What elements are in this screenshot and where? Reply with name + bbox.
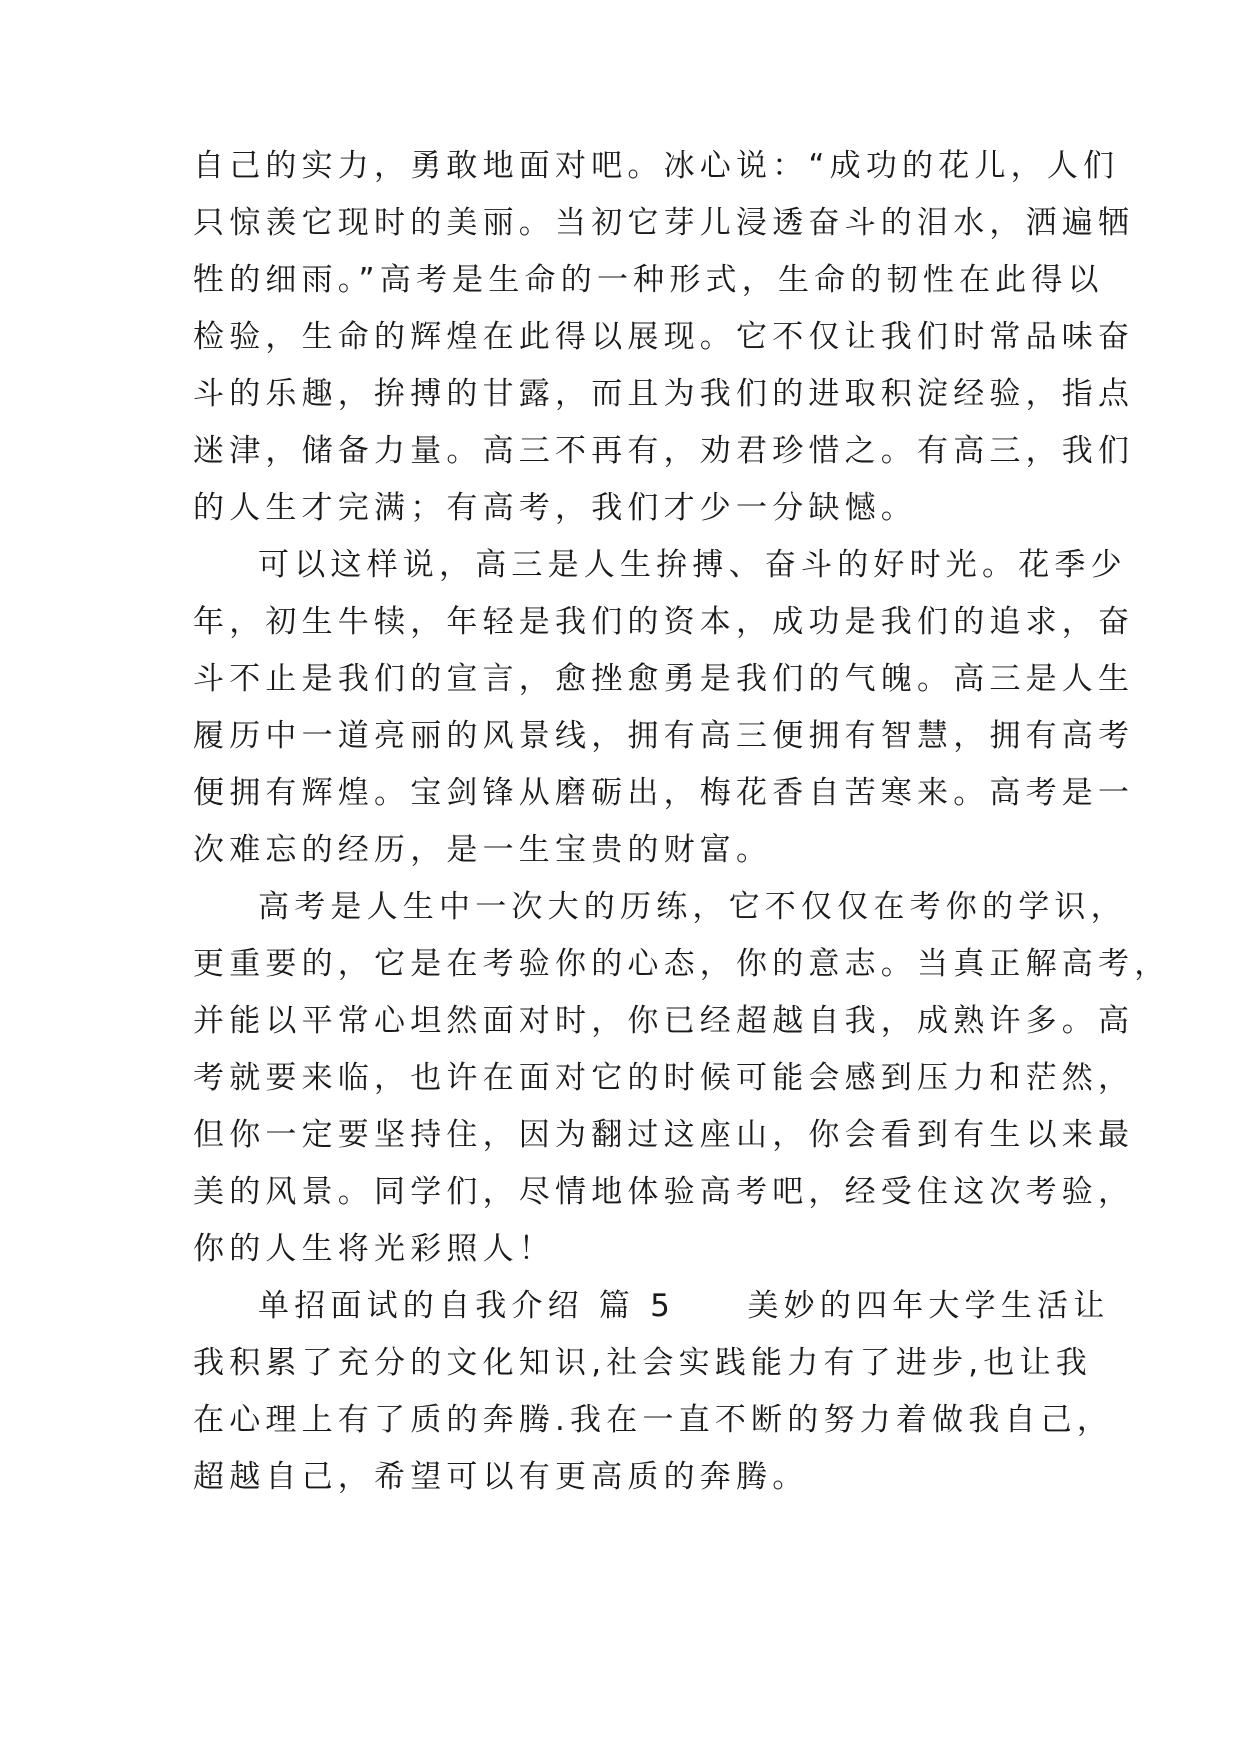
text-line: 美的风景。同学们，尽情地体验高考吧，经受住这次考验， <box>193 1174 1135 1210</box>
text-line: 高考是人生中一次大的历练，它不仅仅在考你的学识， <box>258 889 1127 925</box>
text-line: 便拥有辉煌。宝剑锋从磨砺出，梅花香自苦寒来。高考是一 <box>193 775 1135 811</box>
text-line: 考就要来临，也许在面对它的时候可能会感到压力和茫然， <box>193 1060 1135 1096</box>
text-line: 只惊羡它现时的美丽。当初它芽儿浸透奋斗的泪水，洒遍牺 <box>193 205 1135 241</box>
text-line: 超越自己，希望可以有更高质的奔腾。 <box>193 1459 809 1495</box>
text-line: 可以这样说，高三是人生拚搏、奋斗的好时光。花季少 <box>258 547 1127 583</box>
text-line: 迷津，储备力量。高三不再有，劝君珍惜之。有高三，我们 <box>193 433 1135 469</box>
text-line: 履历中一道亮丽的风景线，拥有高三便拥有智慧，拥有高考 <box>193 718 1135 754</box>
text-line: 并能以平常心坦然面对时，你已经超越自我，成熟许多。高 <box>193 1003 1135 1039</box>
text-line: 年，初生牛犊，年轻是我们的资本，成功是我们的追求，奋 <box>193 604 1135 640</box>
text-line: 在心理上有了质的奔腾.我在一直不断的努力着做我自己， <box>193 1402 1114 1438</box>
text-line: 更重要的，它是在考验你的心态，你的意志。当真正解高考， <box>193 946 1171 982</box>
text-line: 自己的实力，勇敢地面对吧。冰心说：“成功的花儿，人们 <box>193 148 1120 184</box>
text-line: 我积累了充分的文化知识,社会实践能力有了进步,也让我 <box>193 1345 1092 1381</box>
text-line: 检验，生命的辉煌在此得以展现。它不仅让我们时常品味奋 <box>193 319 1135 355</box>
text-line: 但你一定要坚持住，因为翻过这座山，你会看到有生以来最 <box>193 1117 1135 1153</box>
text-line: 次难忘的经历，是一生宝贵的财富。 <box>193 832 773 868</box>
text-line: 牲的细雨。”高考是生命的一种形式，生命的韧性在此得以 <box>193 262 1104 298</box>
text-line: 的人生才完满；有高考，我们才少一分缺憾。 <box>193 490 917 526</box>
section-heading-line: 单招面试的自我介绍 篇 5 美妙的四年大学生活让 <box>258 1288 1110 1324</box>
text-line: 斗的乐趣，拚搏的甘露，而且为我们的进取积淀经验，指点 <box>193 376 1135 412</box>
text-line: 你的人生将光彩照人！ <box>193 1231 555 1267</box>
text-line: 斗不止是我们的宣言，愈挫愈勇是我们的气魄。高三是人生 <box>193 661 1135 697</box>
